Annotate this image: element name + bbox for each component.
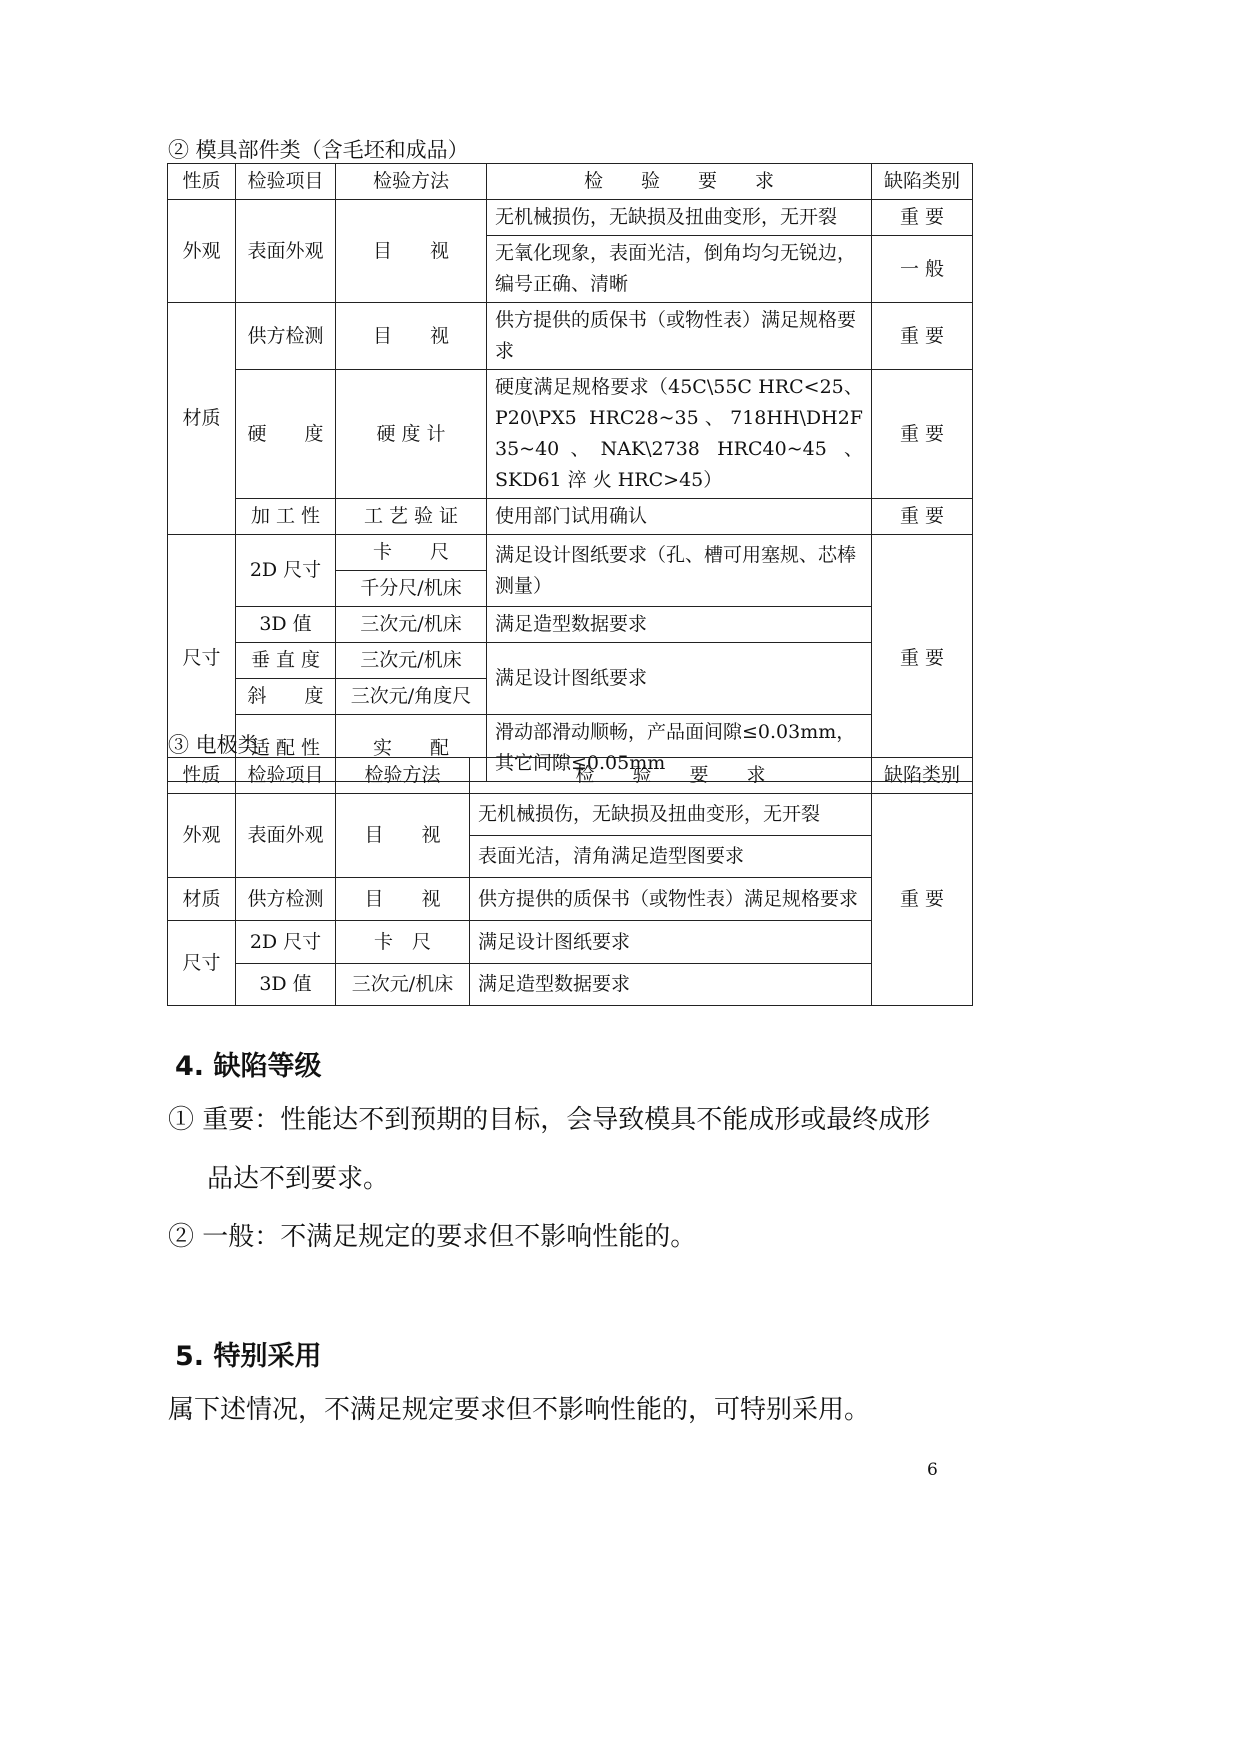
requirement-cell: 供方提供的质保书（或物性表）满足规格要求 <box>487 303 872 370</box>
table-header-row <box>168 164 973 200</box>
item-surface: 表面外观 <box>236 200 336 303</box>
item-2d-size: 2D 尺寸 <box>236 535 336 607</box>
item-3d-value: 3D 值 <box>236 964 336 1006</box>
defect-level-minor: ② 一般：不满足规定的要求但不影响性能的。 <box>168 1222 697 1252</box>
requirement-cell: 供方提供的质保书（或物性表）满足规格要求 <box>470 878 872 921</box>
table-row <box>168 607 973 643</box>
method-cmm: 三次元/机床 <box>336 607 487 643</box>
defect-class: 重 要 <box>872 535 973 782</box>
item-processability: 加 工 性 <box>236 499 336 535</box>
item-surface: 表面外观 <box>236 794 336 878</box>
section-heading-special-adoption: 5. 特别采用 <box>175 1341 322 1372</box>
header-defect: 缺陷类别 <box>872 164 973 200</box>
special-adoption-text: 属下述情况，不满足规定要求但不影响性能的，可特别采用。 <box>168 1395 871 1425</box>
header-method: 检验方法 <box>336 758 470 794</box>
item-hardness: 硬 度 <box>236 370 336 499</box>
header-nature: 性质 <box>168 758 236 794</box>
requirement-cell: 表面光洁，清角满足造型图要求 <box>470 836 872 878</box>
method-micrometer: 千分尺/机床 <box>336 571 487 607</box>
page-number: 6 <box>927 1460 938 1480</box>
defect-class: 一 般 <box>872 236 973 303</box>
method-cmm: 三次元/机床 <box>336 964 470 1006</box>
item-3d-value: 3D 值 <box>236 607 336 643</box>
requirement-cell: 无氧化现象，表面光洁，倒角均匀无锐边，编号正确、清晰 <box>487 236 872 303</box>
method-process-verify: 工 艺 验 证 <box>336 499 487 535</box>
requirement-cell: 硬度满足规格要求（45C\55C HRC<25、P20\PX5 HRC28~35、718HH\DH2F 35~40、NAK\2738 HRC40~45 、 SKD61 淬 火 HRC>45） <box>487 370 872 499</box>
electrode-table <box>167 757 973 1006</box>
requirement-cell: 满足造型数据要求 <box>487 607 872 643</box>
defect-class: 重 要 <box>872 200 973 236</box>
header-item: 检验项目 <box>236 164 336 200</box>
item-fit: 适 配 性 <box>236 715 336 782</box>
defect-level-major: ① 重要：性能达不到预期的目标，会导致模具不能成形或最终成形 <box>168 1105 931 1135</box>
requirement-cell: 满足设计图纸要求 <box>470 921 872 964</box>
table-header-row <box>168 758 973 794</box>
table-row <box>168 535 973 571</box>
requirement-cell: 无机械损伤，无缺损及扭曲变形，无开裂 <box>487 200 872 236</box>
defect-class: 重 要 <box>872 499 973 535</box>
requirement-cell: 满足设计图纸要求（孔、槽可用塞规、芯棒测量） <box>487 535 872 607</box>
requirement-cell: 滑动部滑动顺畅，产品面间隙≤0.03mm，其它间隙≤0.05mm <box>487 715 872 782</box>
method-visual: 目 视 <box>336 200 487 303</box>
method-actual-fit: 实 配 <box>336 715 487 782</box>
defect-class: 重 要 <box>872 370 973 499</box>
table-row <box>168 964 973 1006</box>
header-item: 检验项目 <box>236 758 336 794</box>
nature-appearance: 外观 <box>168 200 236 303</box>
table-row <box>168 200 973 236</box>
method-caliper: 卡 尺 <box>336 921 470 964</box>
table-row <box>168 370 973 499</box>
mold-parts-table <box>167 163 973 782</box>
table-row <box>168 921 973 964</box>
header-defect: 缺陷类别 <box>872 758 973 794</box>
defect-class: 重 要 <box>872 303 973 370</box>
header-requirement: 检 验 要 求 <box>470 758 872 794</box>
method-cmm: 三次元/机床 <box>336 643 487 679</box>
requirement-cell: 无机械损伤，无缺损及扭曲变形，无开裂 <box>470 794 872 836</box>
table-row <box>168 715 973 749</box>
method-visual: 目 视 <box>336 878 470 921</box>
item-slope: 斜 度 <box>236 679 336 715</box>
electrode-section-caption: ③ 电极类 <box>168 733 259 757</box>
nature-material: 材质 <box>168 878 236 921</box>
requirement-cell: 满足设计图纸要求 <box>487 643 872 715</box>
header-method: 检验方法 <box>336 164 487 200</box>
method-hardness-tester: 硬 度 计 <box>336 370 487 499</box>
nature-appearance: 外观 <box>168 794 236 878</box>
defect-level-major-cont: 品达不到要求。 <box>207 1164 390 1194</box>
method-caliper: 卡 尺 <box>336 535 487 571</box>
nature-dimension: 尺寸 <box>168 921 236 1006</box>
item-perpendicularity: 垂 直 度 <box>236 643 336 679</box>
method-visual: 目 视 <box>336 794 470 878</box>
table-row <box>168 643 973 679</box>
table-row <box>168 303 973 370</box>
item-supplier: 供方检测 <box>236 878 336 921</box>
requirement-cell: 满足造型数据要求 <box>470 964 872 1006</box>
nature-dimension: 尺寸 <box>168 535 236 782</box>
mold-section-caption: ② 模具部件类（含毛坯和成品） <box>168 138 469 162</box>
table-row <box>168 794 973 836</box>
table-row <box>168 499 973 535</box>
section-heading-defect-levels: 4. 缺陷等级 <box>175 1051 322 1082</box>
method-protractor: 三次元/角度尺 <box>336 679 487 715</box>
nature-material: 材质 <box>168 303 236 535</box>
method-visual: 目 视 <box>336 303 487 370</box>
defect-class: 重 要 <box>872 794 973 1006</box>
item-supplier: 供方检测 <box>236 303 336 370</box>
header-nature: 性质 <box>168 164 236 200</box>
item-2d-size: 2D 尺寸 <box>236 921 336 964</box>
table-row <box>168 878 973 921</box>
requirement-cell: 使用部门试用确认 <box>487 499 872 535</box>
header-requirement: 检 验 要 求 <box>487 164 872 200</box>
